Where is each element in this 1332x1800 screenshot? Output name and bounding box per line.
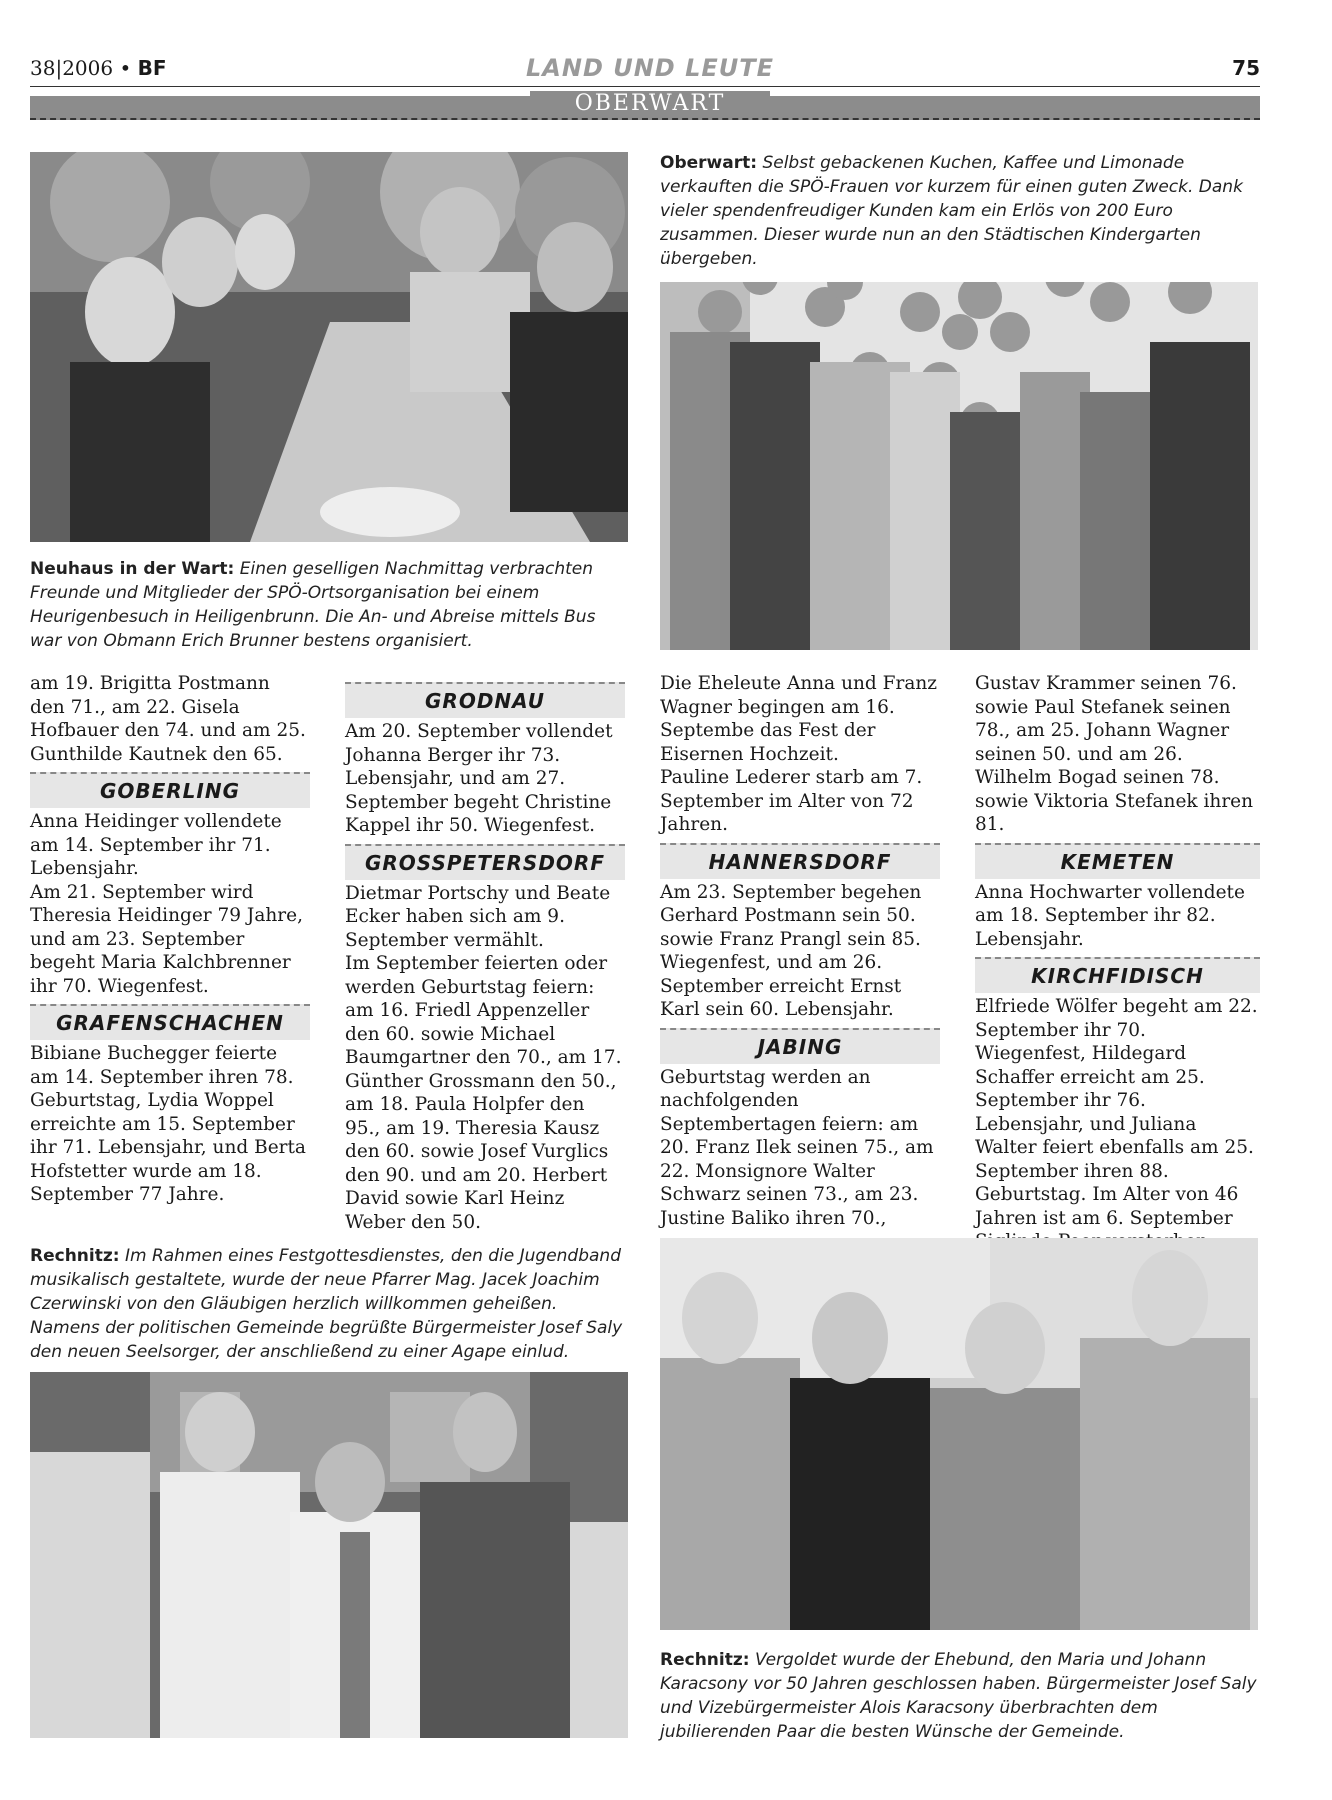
- photo-oberwart-image: [660, 282, 1258, 650]
- caption-oberwart-place: Oberwart:: [660, 153, 758, 173]
- issue-line: [30, 56, 167, 80]
- paper-name: BF: [137, 56, 167, 80]
- column-4-intro: Gustav Krammer seinen 76. sowie Paul Stefanek seinen 78., am 25. Johann Wagner seinen 50. und am 26. Wilhelm Bogad seinen 78. sowie Viktoria Stefanek ihren 81.: [975, 673, 1254, 835]
- photo-rechnitz-couple: [660, 1238, 1258, 1630]
- column-1: [30, 672, 310, 1207]
- column-2: [345, 672, 625, 1234]
- region-band-dash: [30, 118, 1260, 120]
- column-3-intro-1: Die Eheleute Anna und Franz Wagner begingen am 16. Septembe das Fest der Eisernen Hochzeit.: [660, 673, 938, 765]
- heading-grosspetersdorf: GROSSPETERSDORF: [345, 844, 625, 880]
- caption-rechnitz-2-text: Vergoldet wurde der Ehebund, den Maria und Johann Karacsony vor 50 Jahren geschlossen haben. Bürgermeister Josef Saly und Vizebürgermeister Alois Karacsony überbrachten dem jubilierenden Paar die besten Wünsche der Gemeinde.: [660, 1650, 1257, 1742]
- page-number: 75: [1232, 56, 1260, 80]
- column-3-intro-2: Pauline Lederer starb am 7. September im Alter von 72 Jahren.: [660, 767, 923, 835]
- kemeten-para-1: Anna Hochwarter vollendete am 18. September ihr 82. Lebensjahr.: [975, 881, 1245, 950]
- photo-rechnitz-couple-image: [660, 1238, 1258, 1630]
- issue-number: 38|2006: [30, 56, 114, 80]
- grosspetersdorf-para-1: Dietmar Portschy und Beate Ecker haben sich am 9. September vermählt.: [345, 882, 611, 951]
- caption-rechnitz-1-text: Im Rahmen eines Festgottesdienstes, den die Jugendband musikalisch gestaltete, wurde der neue Pfarrer Mag. Jacek Joachim Czerwinski von den Gläubigen herzlich willkommen geheißen. Namens der politischen Gemeinde begrüßte Bürgermeister Josef Saly den neuen Seelsorger, der anschließend zu einer Agape einlud.: [30, 1246, 623, 1362]
- column-4: [975, 672, 1260, 1254]
- goberling-para-2: Am 21. September wird Theresia Heidinger 79 Jahre, und am 23. September begeht Maria Kalchbrenner ihr 70. Wiegenfest.: [30, 881, 303, 997]
- kirchfidisch-para-1: Elfriede Wölfer begeht am 22. September ihr 70. Wiegenfest, Hildegard Schaffer erreicht am 25. September ihr 76. Lebensjahr, und Juliana Walter feiert ebenfalls am 25. September ihren 88. Geburtstag. Im Alter von 46 Jahren ist am 6. September: [975, 996, 1258, 1229]
- heading-kirchfidisch: KIRCHFIDISCH: [975, 957, 1260, 993]
- heading-kemeten: KEMETEN: [975, 843, 1260, 879]
- caption-neuhaus: [30, 557, 620, 653]
- region-title: OBERWART: [530, 91, 770, 116]
- hannersdorf-para-1: Am 23. September begehen Gerhard Postmann sein 50. sowie Franz Prangl sein 85. Wiegenfest, und am 26. September erreicht Ernst Karl sein 60. Lebensjahr.: [660, 881, 922, 1020]
- heading-grafenschachen: GRAFENSCHACHEN: [30, 1004, 310, 1040]
- caption-rechnitz-2-place: Rechnitz:: [660, 1650, 750, 1670]
- photo-neuhaus: [30, 152, 628, 542]
- caption-rechnitz-1: [30, 1244, 630, 1364]
- caption-oberwart: [660, 151, 1260, 271]
- header-rule: [30, 86, 1260, 87]
- bullet: •: [119, 56, 132, 80]
- jabing-para-1: Geburtstag werden an nachfolgenden Septembertagen feiern: am 20. Franz Ilek seinen 75., am 22. Monsignore Walter Schwarz seinen 73., am 23. Justine Baliko ihren 70.,: [660, 1066, 934, 1229]
- grafenschachen-para-1: Bibiane Buchegger feierte am 14. September ihren 78. Geburtstag, Lydia Woppel erreichte am 15. September ihr 71. Lebensjahr, und Berta Hofstetter wurde am 18. September 77 Jahre.: [30, 1043, 306, 1205]
- column-3: [660, 672, 940, 1230]
- caption-neuhaus-place: Neuhaus in der Wart:: [30, 559, 235, 579]
- grosspetersdorf-para-2: Im September feierten oder werden Geburtstag feiern: am 16. Friedl Appenzeller den 60. sowie Michael Baumgartner den 70., am 17. Günther Grossmann den 50., am 18. Paula Holpfer den 95., am 19. Theresia Kausz den 60. sowie Josef Vurglics den 90. und am 20. Herbert David sowie Karl Heinz Weber den 50.: [345, 953, 622, 1233]
- photo-neuhaus-image: [30, 152, 628, 542]
- photo-rechnitz-church-image: [30, 1372, 628, 1738]
- goberling-para-1: Anna Heidinger vollendete am 14. September ihr 71. Lebensjahr.: [30, 811, 282, 879]
- heading-grodnau: GRODNAU: [345, 682, 625, 718]
- heading-hannersdorf: HANNERSDORF: [660, 843, 940, 879]
- section-title: LAND UND LEUTE: [525, 54, 775, 82]
- caption-neuhaus-text: Einen geselligen Nachmittag verbrachten Freunde und Mitglieder der SPÖ-Ortsorganisation bei einem Heurigenbesuch in Heiligenbrunn. Die An- und Abreise mittels Bus war von Obmann Erich Brunner bestens organisiert.: [30, 559, 596, 651]
- photo-oberwart: [660, 282, 1258, 650]
- grodnau-para-1: Am 20. September vollendet Johanna Berger ihr 73. Lebensjahr, und am 27. September begeht Christine Kappel ihr 50. Wiegenfest.: [345, 721, 613, 836]
- photo-rechnitz-church: [30, 1372, 628, 1738]
- heading-jabing: JABING: [660, 1028, 940, 1064]
- caption-oberwart-text: Selbst gebackenen Kuchen, Kaffee und Limonade verkauften die SPÖ-Frauen vor kurzem für einen guten Zweck. Dank vieler spendenfreudiger Kunden kam ein Erlös von 200 Euro zusammen. Dieser wurde nun an den Städtischen Kindergarten übergeben.: [660, 153, 1243, 269]
- column-1-intro: am 19. Brigitta Postmann den 71., am 22. Gisela Hofbauer den 74. und am 25. Gunthilde Kautnek den 65.: [30, 673, 306, 765]
- caption-rechnitz-2: [660, 1648, 1260, 1744]
- heading-goberling: GOBERLING: [30, 772, 310, 808]
- caption-rechnitz-1-place: Rechnitz:: [30, 1246, 120, 1266]
